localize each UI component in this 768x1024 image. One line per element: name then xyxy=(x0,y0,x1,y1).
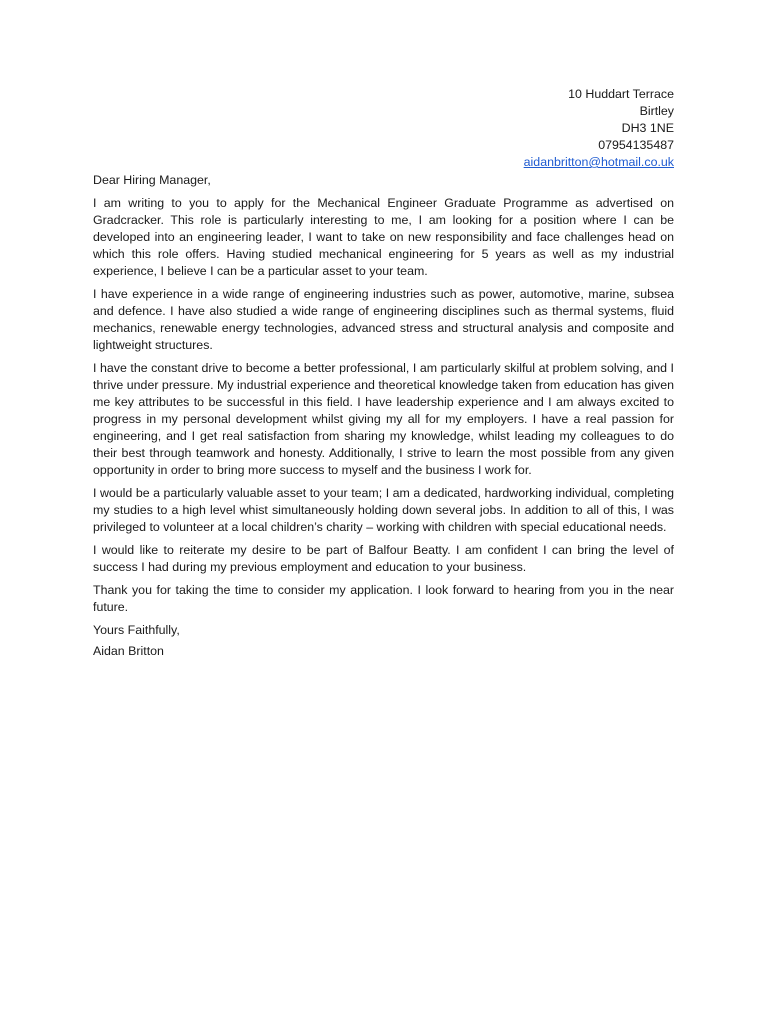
body-paragraph: I have the constant drive to become a better professional, I am particularly skilful at problem solving, and I thrive under pressure. My industrial experience and theoretical knowledge taken from education has given me key attributes to be successful in this field. I have leadership experience and I am always excited to progress in my personal development whilst giving my all for my employers. I have a real passion for engineering, and I get real satisfaction from sharing my knowledge, whilst leading my colleagues to do their best through teamwork and honesty. Additionally, I strive to learn the most possible from any given opportunity in order to bring more success to myself and the business I work for. xyxy=(93,361,674,477)
signature-name: Aidan Britton xyxy=(93,644,164,658)
address-phone: 07954135487 xyxy=(598,138,674,152)
salutation: Dear Hiring Manager, xyxy=(93,173,211,187)
address-town: Birtley xyxy=(639,104,674,118)
address-street: 10 Huddart Terrace xyxy=(568,87,674,101)
sender-address xyxy=(93,86,674,171)
body-paragraph: I have experience in a wide range of engineering industries such as power, automotive, marine, subsea and defence. I have also studied a wide range of engineering disciplines such as thermal systems, fluid mechanics, renewable energy technologies, advanced stress and structural analysis and composite and lightweight structures. xyxy=(93,287,674,352)
address-postcode: DH3 1NE xyxy=(621,121,674,135)
email-link[interactable]: aidanbritton@hotmail.co.uk xyxy=(523,155,674,169)
body-paragraph: I am writing to you to apply for the Mechanical Engineer Graduate Programme as advertised on Gradcracker. This role is particularly interesting to me, I am looking for a position where I can be developed into an engineering leader, I want to take on new responsibility and face challenges head on which this role offers. Having studied mechanical engineering for 5 years as well as my industrial experience, I believe I can be a particular asset to your team. xyxy=(93,196,674,278)
body-paragraph: I would be a particularly valuable asset to your team; I am a dedicated, hardworking individual, completing my studies to a high level whist simultaneously holding down several jobs. In addition to all of this, I was privileged to volunteer at a local children’s charity – working with children with special educational needs. xyxy=(93,486,674,534)
body-paragraph: I would like to reiterate my desire to be part of Balfour Beatty. I am confident I can bring the level of success I had during my previous employment and education to your business. xyxy=(93,543,674,574)
body-paragraph: Thank you for taking the time to consider my application. I look forward to hearing from you in the near future. xyxy=(93,583,674,614)
closing: Yours Faithfully, xyxy=(93,623,180,637)
letter-page xyxy=(93,86,674,660)
